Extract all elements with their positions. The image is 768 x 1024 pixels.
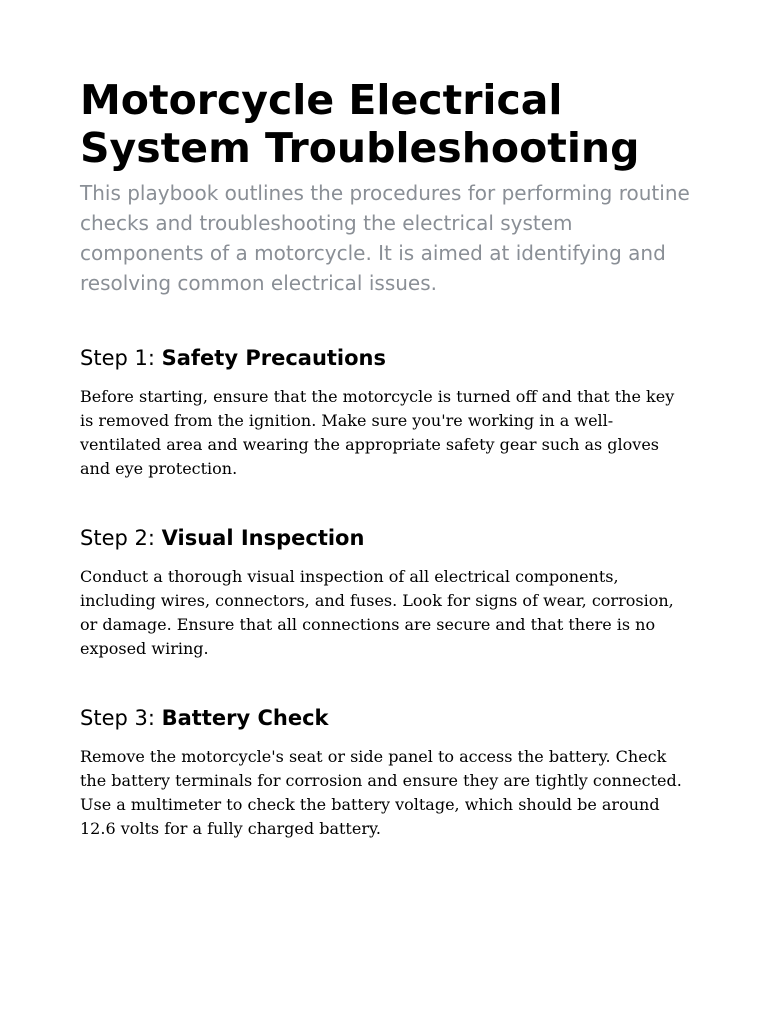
step-3-body: Remove the motorcycle's seat or side panel to access the battery. Check the battery terminals for corrosion and ensure they are tightly connected. Use a multimeter to check the battery voltage, which should be around 12.6 volts for a fully charged battery. [80,747,682,838]
step-1-heading [80,343,692,373]
step-3-prefix: Step 3: [80,706,155,730]
step-2-prefix: Step 2: [80,526,155,550]
step-3-section [80,703,692,841]
step-2-body: Conduct a thorough visual inspection of all electrical components, including wires, connectors, and fuses. Look for signs of wear, corrosion, or damage. Ensure that all connections are secure and that there is no exposed wiring. [80,567,674,658]
step-3-heading [80,703,692,733]
document-page [80,0,692,841]
step-2-section [80,523,692,661]
step-2-name: Visual Inspection [161,526,365,550]
step-3-name: Battery Check [161,706,329,730]
step-1-body: Before starting, ensure that the motorcycle is turned off and that the key is removed from the ignition. Make sure you're working in a well-ventilated area and wearing the appropriate safety gear such as gloves and eye protection. [80,387,675,478]
intro-paragraph: This playbook outlines the procedures for performing routine checks and troubleshooting the electrical system components of a motorcycle. It is aimed at identifying and resolving common electrical issues. [80,181,690,295]
page-title: Motorcycle Electrical System Troubleshooting [80,76,640,172]
step-1-prefix: Step 1: [80,346,155,370]
step-1-name: Safety Precautions [161,346,387,370]
step-1-section [80,343,692,481]
step-2-heading [80,523,692,553]
